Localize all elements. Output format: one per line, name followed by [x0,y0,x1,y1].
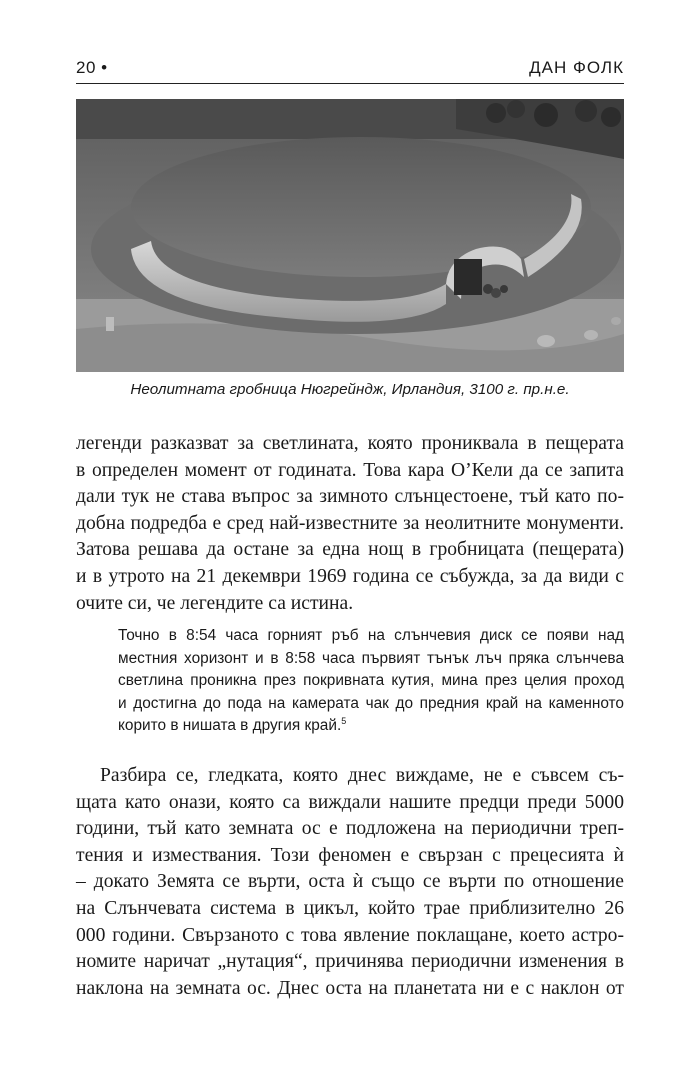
paragraph-line: години, тъй като земната ос е подложена на периодични треп- [76,818,624,840]
paragraph-line: Разбира се, гледката, която днес виждаме, не е съвсем съ- [100,765,624,786]
newgrange-photo [76,99,624,372]
running-header [76,48,624,78]
paragraph-line: 000 години. Свързаното с това явление поклащане, което астро- [76,924,624,946]
paragraph-line: дали тук не става въпрос за зимното слънцестоене, тъй като по- [76,486,624,508]
paragraph-1 [76,431,624,617]
paragraph-line: в определен момент от годината. Това кара О’Кели да се запита [76,459,624,481]
paragraph-line: наклона на земната ос. Днес оста на планетата ни е с наклон от [76,977,624,999]
author-name: ДАН ФОЛК [529,58,624,77]
paragraph-line: Затова решава да остане за една нощ в гробницата (пещерата) [76,539,624,561]
paragraph-line: очите си, че легендите са истина. [76,592,354,614]
paragraph-line: номите наричат „нутация“, причинява периодични изменения в [76,951,624,973]
paragraph-line: щата като онази, която са виждали нашите предци преди 5000 [76,791,624,813]
paragraph-line: легенди разказват за светлината, която прониквала в пещерата [76,433,624,454]
page-number: 20 • [76,58,108,77]
paragraph-line: – докато Земята се върти, оста ѝ също се върти по отношение [76,871,624,893]
header-rule [76,83,624,84]
footnote-marker: 5 [341,716,347,727]
newgrange-illustration [76,99,624,372]
paragraph-line: и в утрото на 21 декември 1969 година се събужда, за да види с [76,565,624,587]
photo-caption: Неолитната гробница Нюгрейндж, Ирландия, 3100 г. пр.н.е. [130,381,570,398]
quote-line-final [118,715,624,738]
paragraph-2 [76,763,624,1002]
block-quote [118,625,624,738]
quote-line: и достигна до пода на камерата чак до предния край на каменното [118,694,624,712]
quote-line-text: корито в нишата в другия край. [118,717,342,735]
quote-line: местния хоризонт и в 8:58 часа първият тънък лъч пряка слънчева [118,649,624,667]
quote-line: Точно в 8:54 часа горният ръб на слънчевия диск се появи над [118,627,624,644]
paragraph-line: добна подредба е сред най-известните за неолитните монументи. [76,512,624,534]
paragraph-line: на Слънчевата система в цикъл, който трае приблизително 26 [76,897,624,919]
paragraph-line: тения и измествания. Този феномен е свързан с прецесията ѝ [76,844,624,866]
quote-line: светлина проникна през покривната кутия, мина през целия проход [118,672,624,690]
